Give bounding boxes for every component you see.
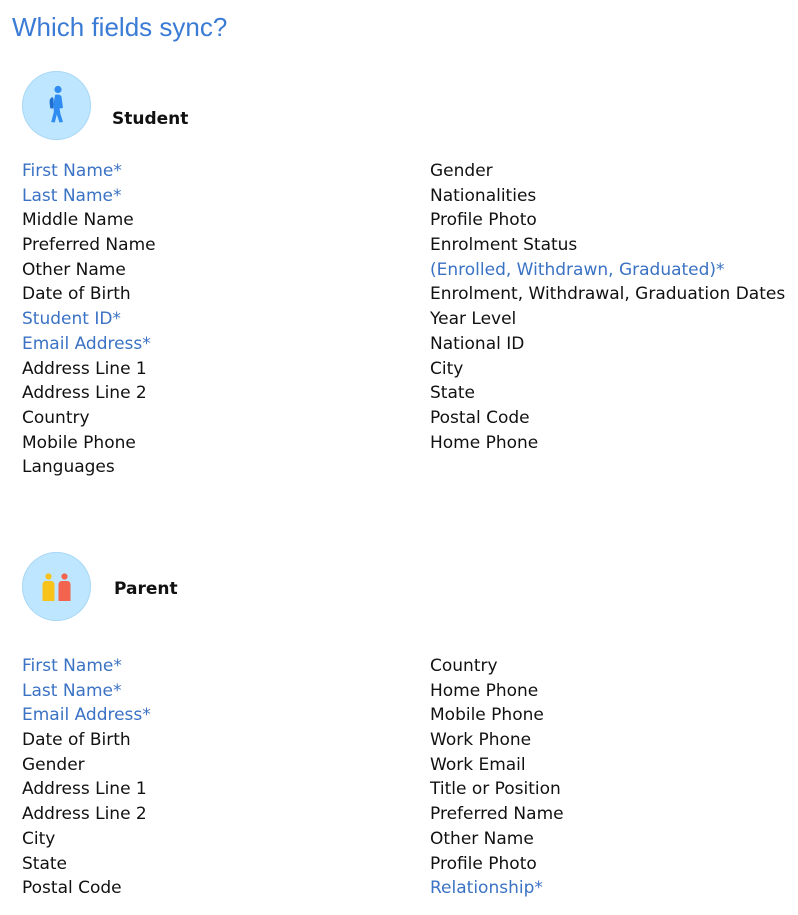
list-item: State [430,383,475,404]
list-item: Other Name [430,828,534,849]
list-item: Mobile Phone [430,705,544,726]
list-item: Date of Birth [22,284,131,305]
list-item: Middle Name [22,210,134,231]
section-title: Student [112,109,189,129]
list-item: Student ID* [22,309,121,330]
parent-fields-right [430,654,564,901]
list-item: Home Phone [430,432,539,453]
student-fields-right [430,159,785,455]
list-item: Work Phone [430,730,532,751]
student-required-fields-left [22,159,156,480]
list-item: Postal Code [22,878,122,899]
list-item: Nationalities [430,185,537,206]
list-item: Address Line 1 [22,779,147,800]
student-walking-icon [22,71,91,140]
list-item: National ID [430,333,525,354]
list-item: Preferred Name [22,235,156,256]
list-item: Postal Code [430,407,530,428]
student-avatar [22,71,91,140]
list-item: Date of Birth [22,730,131,751]
list-item: Country [430,656,498,676]
list-item: City [22,828,56,849]
parents-icon [22,552,91,621]
list-item: Languages [22,457,115,478]
section-title: Parent [114,579,178,599]
list-item: Gender [22,754,85,775]
list-item: Email Address* [22,333,151,354]
list-item: Mobile Phone [22,432,136,453]
list-item: State [22,853,67,874]
list-item: First Name* [22,161,122,181]
list-item: Work Email [430,754,526,775]
parent-fields-left [22,654,151,901]
list-item: (Enrolled, Withdrawn, Graduated)* [430,259,725,280]
page-title: Which fields sync? [12,12,228,42]
list-item: Last Name* [22,680,122,701]
list-item: Profile Photo [430,210,537,231]
list-item: Other Name [22,259,126,280]
list-item: Enrolment, Withdrawal, Graduation Dates [430,284,786,305]
list-item: Address Line 1 [22,358,147,379]
list-item: Profile Photo [430,853,537,874]
list-item: Last Name* [22,185,122,206]
list-item: Preferred Name [430,804,564,825]
list-item: Title or Position [430,779,561,800]
list-item: Gender [430,161,493,181]
list-item: Email Address* [22,705,151,726]
list-item: Enrolment Status [430,235,578,256]
list-item: Country [22,407,90,428]
list-item: Relationship* [430,878,543,899]
list-item: Address Line 2 [22,804,147,825]
list-item: First Name* [22,656,122,676]
list-item: Home Phone [430,680,539,701]
list-item: Year Level [430,309,517,330]
list-item: City [430,358,464,379]
list-item: Address Line 2 [22,383,147,404]
parent-avatar [22,552,91,621]
